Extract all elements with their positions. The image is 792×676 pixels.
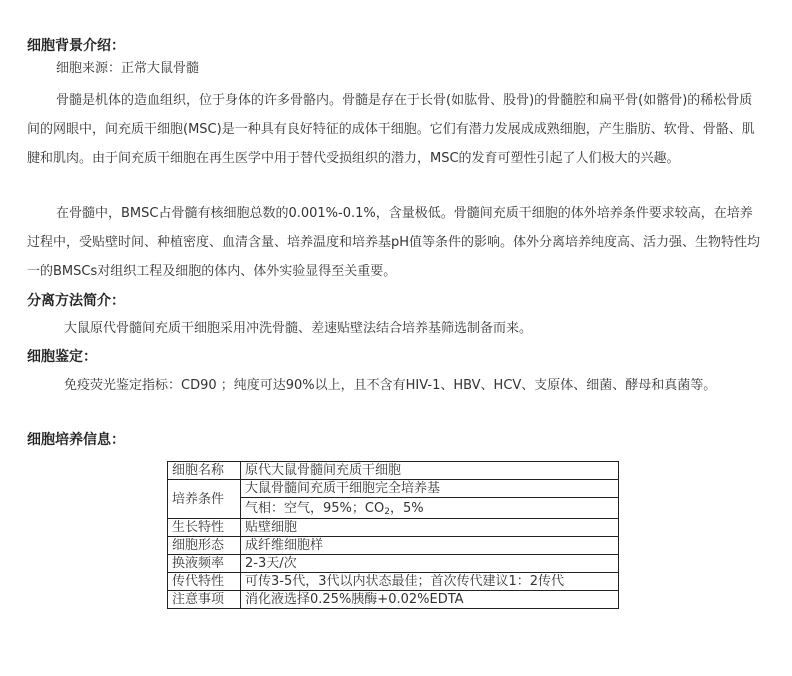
section-heading-culture: 细胞培养信息：: [27, 432, 125, 448]
table-value-cell: 可传3-5代，3代以内状态最佳；首次传代建议1：2传代: [241, 573, 619, 591]
section-heading-background: 细胞背景介绍：: [27, 38, 125, 54]
table-row: [168, 555, 619, 573]
table-row: [168, 537, 619, 555]
table-value-cell-gas: [241, 498, 619, 519]
background-paragraph-2: 在骨髓中，BMSC占骨髓有核细胞总数的0.001%-0.1%，含量极低。骨髓间充质干细胞的体外培养条件要求较高，在培养过程中，受贴壁时间、种植密度、血清含量、培养温度和培养基pH值等条件的影响。体外分离培养纯度高、活力强、生物特性均一的BMSCs对组织工程及细胞的体内、体外实验显得至关重要。: [27, 206, 761, 279]
table-value-cell: 成纤维细胞样: [241, 537, 619, 555]
table-value-cell: 2-3天/次: [241, 555, 619, 573]
table-value-cell: 消化液选择0.25%胰酶+0.02%EDTA: [241, 591, 619, 609]
table-label-cell: 换液频率: [168, 555, 241, 573]
table-label-cell: 培养条件: [168, 480, 241, 519]
identification-text: 免疫荧光鉴定指标：CD90 ；纯度可达90%以上，且不含有HIV-1、HBV、HCV、支原体、细菌、酵母和真菌等。: [64, 378, 717, 393]
table-row: [168, 519, 619, 537]
culture-info-table: [167, 461, 619, 609]
gas-phase-suffix: ，5%: [389, 500, 424, 516]
method-text: 大鼠原代骨髓间充质干细胞采用冲洗骨髓、差速贴壁法结合培养基筛选制备而来。: [64, 321, 533, 336]
table-row: [168, 591, 619, 609]
table-label-cell: 细胞名称: [168, 462, 241, 480]
table-row: [168, 462, 619, 480]
table-value-cell: 大鼠骨髓间充质干细胞完全培养基: [241, 480, 619, 498]
table-row: [168, 573, 619, 591]
table-label-cell: 细胞形态: [168, 537, 241, 555]
table-label-cell: 注意事项: [168, 591, 241, 609]
background-paragraph-1: 骨髓是机体的造血组织，位于身体的许多骨骼内。骨髓是存在于长骨(如肱骨、股骨)的骨髓腔和扁平骨(如髂骨)的稀松骨质间的网眼中，间充质干细胞(MSC)是一种具有良好特征的成体干细胞。它们有潜力发展成成熟细胞，产生脂肪、软骨、骨骼、肌腱和肌肉。由于间充质干细胞在再生医学中用于替代受损组织的潜力，MSC的发育可塑性引起了人们极大的兴趣。: [27, 93, 755, 166]
gas-phase-text: 气相：空气，95%；CO: [245, 500, 385, 516]
table-row: [168, 480, 619, 498]
table-value-cell: 原代大鼠骨髓间充质干细胞: [241, 462, 619, 480]
section-heading-method: 分离方法简介：: [27, 293, 125, 309]
table-label-cell: 传代特性: [168, 573, 241, 591]
table-value-cell: 贴壁细胞: [241, 519, 619, 537]
gas-phase-subscript: 2: [384, 506, 390, 517]
table-label-cell: 生长特性: [168, 519, 241, 537]
cell-source-text: 细胞来源：正常大鼠骨髓: [56, 61, 200, 76]
section-heading-identification: 细胞鉴定：: [27, 349, 97, 365]
